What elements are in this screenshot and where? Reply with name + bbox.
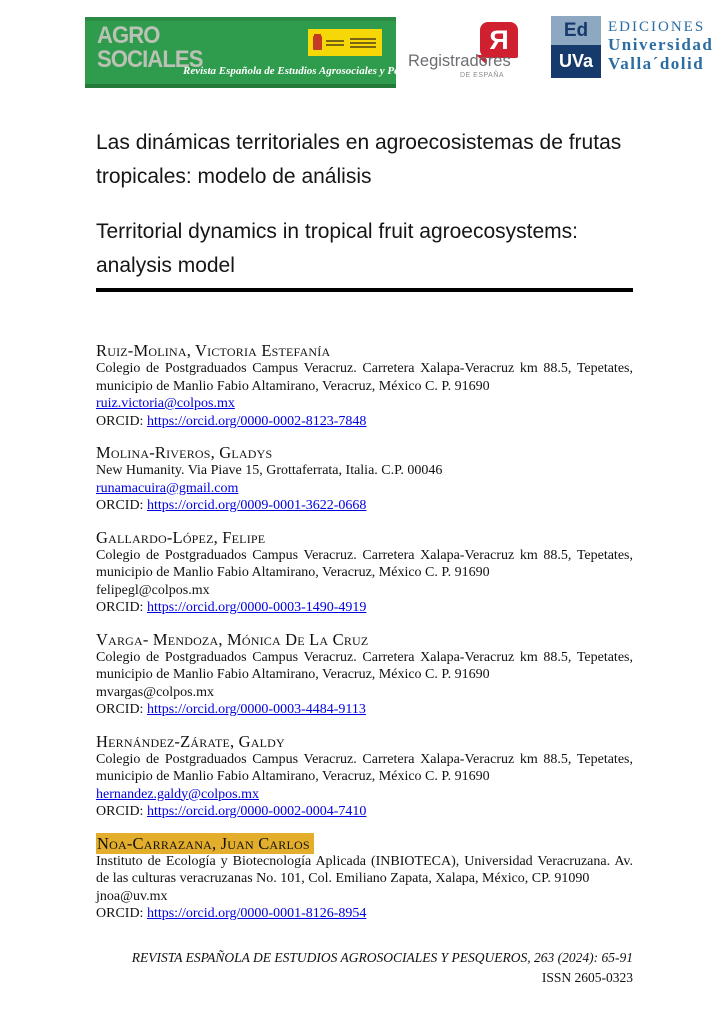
orcid-link[interactable]: https://orcid.org/0000-0002-8123-7848 <box>146 413 367 429</box>
author-orcid <box>96 701 633 719</box>
email-text: mvargas@colpos.mx <box>96 684 215 700</box>
author-block <box>96 443 633 515</box>
author-orcid <box>96 803 633 821</box>
article-title-spanish: Las dinámicas territoriales en agroecosistemas de frutas tropicales: modelo de análisis <box>96 131 622 188</box>
author-name: Molina-Riveros, Gladys <box>96 443 273 462</box>
agrosociales-banner-logo <box>85 17 434 88</box>
issn-line: ISSN 2605-0323 <box>541 970 633 985</box>
eduva-wordmark <box>608 16 713 78</box>
author-orcid <box>96 599 633 617</box>
page-footer <box>96 948 633 988</box>
author-orcid <box>96 905 633 923</box>
eduva-mark-icon <box>551 16 601 78</box>
orcid-label: ORCID: <box>96 702 144 717</box>
orcid-label: ORCID: <box>96 804 144 819</box>
title-block <box>96 126 633 292</box>
registradores-subtext: DE ESPAÑA <box>460 72 505 79</box>
journal-header <box>0 0 726 100</box>
eduva-logo <box>551 16 713 78</box>
ministerio-text-block <box>350 38 376 48</box>
orcid-link[interactable]: https://orcid.org/0000-0001-8126-8954 <box>146 906 367 921</box>
author-affiliation: Colegio de Postgraduados Campus Veracruz. Carretera Xalapa-Veracruz km 88.5, Tepetates, municipio de Manlio Fabio Altamirano, Veracruz, México C. P. 91690 <box>96 547 633 580</box>
author-name-highlighted: Noa-Carrazana, Juan Carlos <box>96 834 633 853</box>
author-affiliation: New Humanity. Via Piave 15, Grottaferrata, Italia. C.P. 00046 <box>96 463 443 478</box>
authors-section <box>96 341 633 936</box>
author-affiliation: Colegio de Postgraduados Campus Veracruz. Carretera Xalapa-Veracruz km 88.5, Tepetates, municipio de Manlio Fabio Altamirano, Veracruz, México C. P. 91690 <box>96 751 633 784</box>
gobierno-text-block <box>326 40 344 46</box>
email-text: felipegl@colpos.mx <box>96 582 210 598</box>
journal-citation-line: REVISTA ESPAÑOLA DE ESTUDIOS AGROSOCIALES Y PESQUEROS, 263 (2024): 65-91 <box>131 950 633 965</box>
orcid-label: ORCID: <box>96 498 144 513</box>
orcid-label: ORCID: <box>96 906 144 921</box>
author-orcid <box>96 497 633 515</box>
eduva-valladolid-label: Valla´dolid <box>608 53 705 73</box>
registradores-r-icon: R <box>480 22 518 58</box>
agrosociales-wordmark-line2: SOCIALES <box>97 45 203 73</box>
author-email <box>96 395 633 413</box>
eduva-universidad-label: Universidad <box>608 35 714 54</box>
eduva-mark-uva: UVa <box>551 45 601 78</box>
author-block <box>96 341 633 430</box>
author-email <box>96 786 633 804</box>
eduva-mark-ed: Ed <box>551 16 601 45</box>
author-name: Gallardo-López, Felipe <box>96 527 266 547</box>
orcid-link[interactable]: https://orcid.org/0000-0003-4484-9113 <box>146 702 366 717</box>
author-email <box>96 480 633 498</box>
registradores-logo <box>408 22 520 84</box>
orcid-link[interactable]: https://orcid.org/0000-0003-1490-4919 <box>146 600 367 615</box>
author-block <box>96 630 633 719</box>
email-link[interactable]: hernandez.galdy@colpos.mx <box>96 786 259 802</box>
spain-government-logo <box>308 29 382 56</box>
email-link[interactable]: runamacuira@gmail.com <box>96 480 239 496</box>
author-name: Varga- Mendoza, Mónica De La Cruz <box>96 629 369 649</box>
registradores-wordmark: Registradores <box>408 52 511 70</box>
author-name: Ruiz-Molina, Victoria Estefanía <box>96 341 331 360</box>
orcid-label: ORCID: <box>96 600 144 615</box>
spain-coat-of-arms-icon <box>313 36 322 50</box>
author-affiliation: Colegio de Postgraduados Campus Veracruz. Carretera Xalapa-Veracruz km 88.5, Tepetates, municipio de Manlio Fabio Altamirano, Veracruz, México C. P. 91690 <box>96 649 633 682</box>
agrosociales-wordmark-line1: AGRO <box>97 22 160 49</box>
orcid-label: ORCID: <box>96 413 144 429</box>
agrosociales-wordmark <box>97 24 203 71</box>
author-affiliation: Instituto de Ecología y Biotecnología Aplicada (INBIOTECA), Universidad Veracruzana. Av. de las culturas veracruzanas No. 101, Col. Emiliano Zapata, Xalapa, México, CP. 91090 <box>96 853 633 886</box>
author-block <box>96 528 633 617</box>
author-orcid <box>96 413 633 431</box>
email-text: jnoa@uv.mx <box>96 888 168 904</box>
orcid-link[interactable]: https://orcid.org/0000-0002-0004-7410 <box>146 804 367 819</box>
orcid-link[interactable]: https://orcid.org/0009-0001-3622-0668 <box>146 498 367 513</box>
journal-subtitle: Revista Española de Estudios Agrosociales y Pesqueros <box>183 65 434 77</box>
author-block <box>96 732 633 821</box>
author-block <box>96 834 633 923</box>
author-email <box>96 684 633 702</box>
author-affiliation: Colegio de Postgraduados Campus Veracruz. Carretera Xalapa-Veracruz km 88.5, Tepetates, municipio de Manlio Fabio Altamirano, Veracruz, México C. P. 91690 <box>96 361 633 394</box>
eduva-ediciones-label: EDICIONES <box>608 19 706 35</box>
author-email <box>96 582 633 600</box>
author-email <box>96 888 633 906</box>
email-link[interactable]: ruiz.victoria@colpos.mx <box>96 396 235 411</box>
author-name: Hernández-Zárate, Galdy <box>96 731 285 751</box>
article-title-english: Territorial dynamics in tropical fruit agroecosystems: analysis model <box>96 215 633 292</box>
